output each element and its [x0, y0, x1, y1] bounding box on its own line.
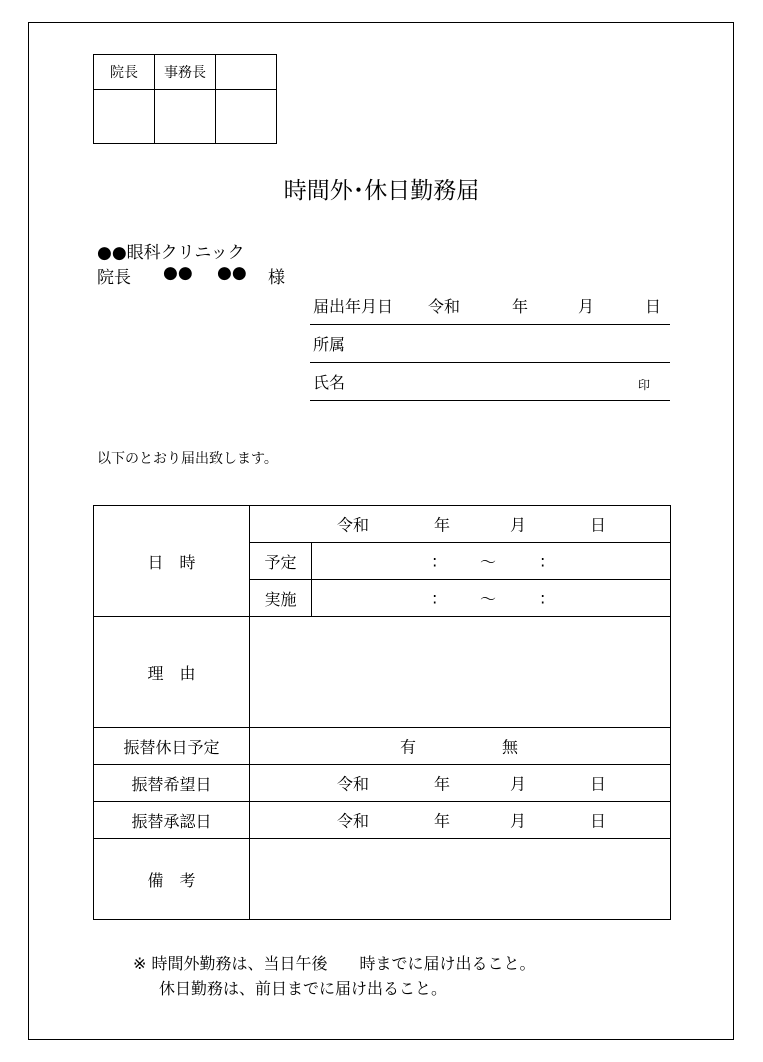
approval-stamp-box — [93, 54, 277, 144]
work-date-field[interactable] — [250, 506, 671, 543]
note-line-2: 休日勤務は、前日までに届け出ること。 — [159, 979, 448, 998]
remarks-label: 備 考 — [94, 839, 250, 920]
stamp-header-blank — [216, 55, 277, 90]
remarks-field[interactable] — [250, 839, 671, 920]
seal-mark: 印 — [638, 378, 651, 392]
substitute-request-year-unit: 年 — [434, 774, 451, 794]
planned-start-colon: : — [432, 551, 438, 571]
actual-end-colon: : — [540, 588, 546, 608]
work-date-month-unit: 月 — [510, 515, 527, 535]
intro-text: 以下のとおり届出致します。 — [97, 451, 278, 467]
stamp-field-extra[interactable] — [216, 90, 277, 144]
substitute-request-day-unit: 日 — [590, 774, 607, 794]
submission-date-label: 届出年月日 — [313, 297, 394, 316]
document-title: 時間外･休日勤務届 — [283, 178, 480, 204]
substitute-holiday-no[interactable]: 無 — [502, 737, 519, 757]
stamp-field-director[interactable] — [94, 90, 155, 144]
actual-label: 実施 — [250, 580, 312, 617]
planned-end-colon: : — [540, 551, 546, 571]
substitute-approval-label: 振替承認日 — [94, 802, 250, 839]
substitute-request-date-field[interactable] — [250, 765, 671, 802]
reason-field[interactable] — [250, 617, 671, 728]
addressee-name-1: ●● — [163, 263, 193, 283]
planned-label: 予定 — [250, 543, 312, 580]
stamp-header-director: 院長 — [94, 55, 155, 90]
substitute-request-month-unit: 月 — [510, 774, 527, 794]
name-field[interactable] — [310, 363, 670, 401]
substitute-approval-month-unit: 月 — [510, 811, 527, 831]
work-date-era: 令和 — [337, 515, 370, 535]
submission-day-unit: 日 — [645, 297, 662, 316]
substitute-approval-date-field[interactable] — [250, 802, 671, 839]
actual-time-field[interactable] — [312, 580, 671, 617]
substitute-holiday-yes[interactable]: 有 — [400, 737, 417, 757]
addressee-name-2: ●● — [217, 263, 247, 283]
department-field[interactable] — [310, 325, 670, 363]
submission-month-unit: 月 — [578, 297, 595, 316]
note-line-1: ※ 時間外勤務は、当日午後 時までに届け出ること。 — [133, 954, 536, 973]
substitute-request-label: 振替希望日 — [94, 765, 250, 802]
submission-date-field[interactable] — [310, 287, 670, 325]
planned-time-field[interactable] — [312, 543, 671, 580]
department-label: 所属 — [313, 335, 346, 354]
name-label: 氏名 — [313, 373, 346, 392]
actual-tilde: ～ — [480, 589, 497, 609]
addressee-honorific: 様 — [268, 268, 285, 288]
substitute-holiday-field[interactable] — [250, 728, 671, 765]
reason-label: 理 由 — [94, 617, 250, 728]
substitute-approval-era: 令和 — [337, 811, 370, 831]
substitute-approval-year-unit: 年 — [434, 811, 451, 831]
submission-year-unit: 年 — [512, 297, 529, 316]
planned-tilde: ～ — [480, 552, 497, 572]
work-date-year-unit: 年 — [434, 515, 451, 535]
work-date-day-unit: 日 — [590, 515, 607, 535]
substitute-approval-day-unit: 日 — [590, 811, 607, 831]
datetime-label: 日 時 — [94, 506, 250, 617]
submission-era: 令和 — [428, 297, 461, 316]
addressee-title: 院長 — [97, 268, 131, 288]
notes — [133, 951, 536, 1001]
stamp-field-office-manager[interactable] — [155, 90, 216, 144]
addressee-clinic: ●●眼科クリニック — [97, 243, 245, 263]
request-table — [93, 505, 671, 920]
stamp-header-office-manager: 事務長 — [155, 55, 216, 90]
substitute-holiday-label: 振替休日予定 — [94, 728, 250, 765]
substitute-request-era: 令和 — [337, 774, 370, 794]
actual-start-colon: : — [432, 588, 438, 608]
